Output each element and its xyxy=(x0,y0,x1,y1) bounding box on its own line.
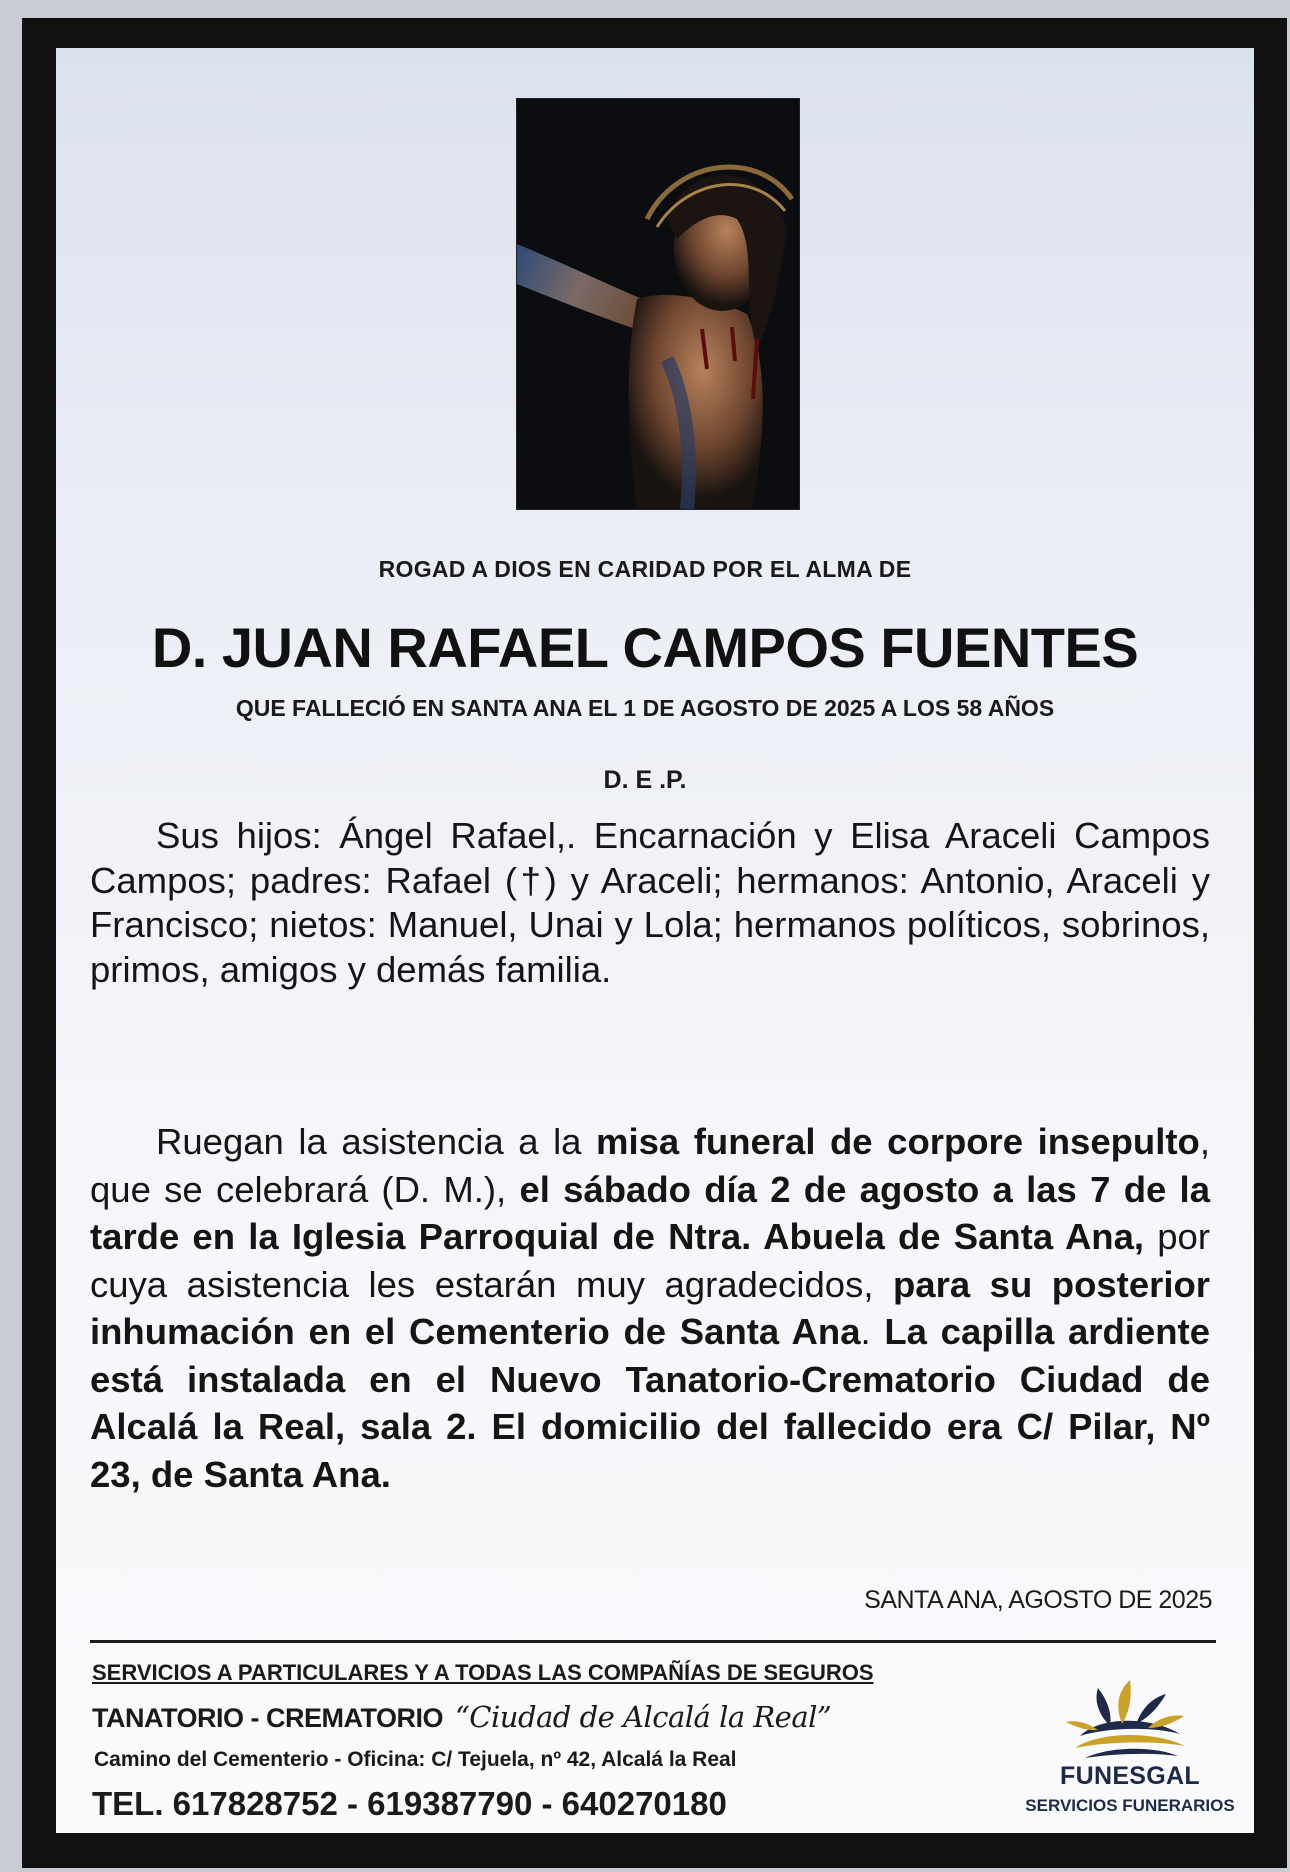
family-paragraph: Sus hijos: Ángel Rafael,. Encarnación y Elisa Araceli Campos Campos; padres: Rafael (†) y Araceli; hermanos: Antonio, Araceli y Francisco; nietos: Manuel, Unai y Lola; hermanos políticos, sobrinos, primos, amigos y demás familia. xyxy=(90,815,1210,990)
tanatorio-line xyxy=(92,1700,831,1734)
christ-illustration xyxy=(517,99,799,509)
funesgal-logo-icon xyxy=(1060,1676,1190,1766)
service-text: Ruegan la asistencia a la xyxy=(156,1121,597,1162)
tanatorio-name: “Ciudad de Alcalá la Real” xyxy=(454,1700,832,1734)
footer-divider xyxy=(90,1640,1216,1643)
service-text: por cuya asistencia les estarán muy agradecidos, xyxy=(90,1216,1210,1305)
service-text: , que se celebrará (D. M.), xyxy=(90,1121,1210,1210)
phone-numbers: TEL. 617828752 - 619387790 - 640270180 xyxy=(92,1785,727,1822)
service-emphasis: el sábado día 2 de agosto a las 7 de la tarde en la Iglesia Parroquial de Ntra. Abuela de Santa Ana, xyxy=(90,1168,1210,1257)
logo-tagline: SERVICIOS FUNERARIOS xyxy=(1025,1796,1235,1815)
dateline: SANTA ANA, AGOSTO DE 2025 xyxy=(864,1586,1212,1614)
deceased-name: D. JUAN RAFAEL CAMPOS FUENTES xyxy=(151,616,1139,679)
service-emphasis: La capilla ardiente está instalada en el Nuevo Tanatorio-Crematorio Ciudad de Alcalá la Real, sala 2. El domicilio del fallecido era C/ Pilar, Nº 23, de Santa Ana. xyxy=(90,1311,1210,1495)
service-paragraph xyxy=(90,1118,1210,1498)
service-text: . xyxy=(860,1311,885,1352)
address-line: Camino del Cementerio - Oficina: C/ Tejuela, nº 42, Alcalá la Real xyxy=(94,1748,737,1771)
death-details: QUE FALLECIÓ EN SANTA ANA EL 1 DE AGOSTO DE 2025 A LOS 58 AÑOS xyxy=(235,695,1055,721)
services-line: SERVICIOS A PARTICULARES Y A TODAS LAS COMPAÑÍAS DE SEGUROS xyxy=(92,1660,874,1685)
logo-name: FUNESGAL xyxy=(1060,1762,1200,1790)
service-emphasis: misa funeral de corpore insepulto xyxy=(596,1121,1200,1162)
service-emphasis: para su posterior inhumación en el Cementerio de Santa Ana xyxy=(90,1263,1210,1352)
tanatorio-label: TANATORIO - CREMATORIO xyxy=(92,1703,443,1733)
dep-line: D. E .P. xyxy=(603,766,687,794)
christ-image xyxy=(516,98,800,510)
prayer-line: ROGAD A DIOS EN CARIDAD POR EL ALMA DE xyxy=(378,556,912,582)
